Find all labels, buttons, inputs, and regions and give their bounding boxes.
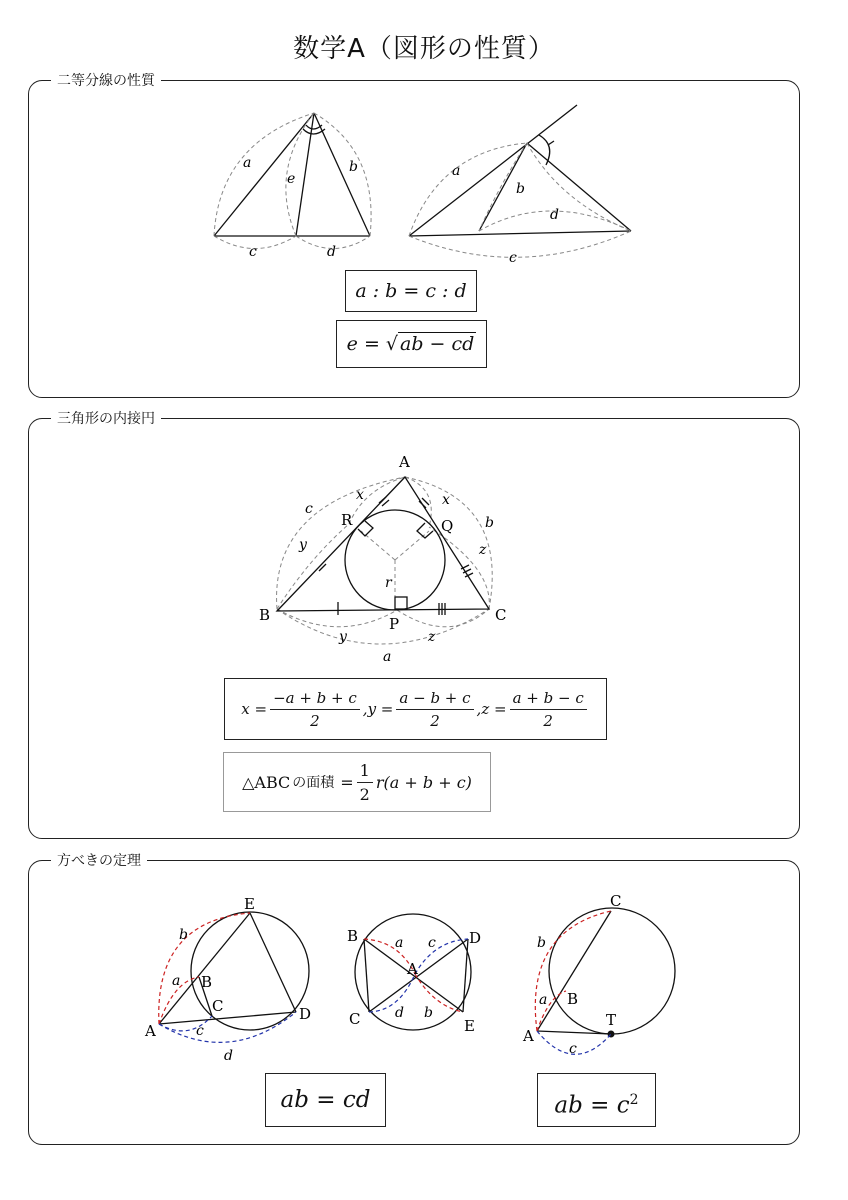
power-fig3-c: c	[569, 1041, 577, 1057]
incircle-label-r: r	[385, 575, 392, 591]
bisector-fig1-c: c	[249, 244, 257, 260]
bisector-fig2-d: d	[550, 207, 559, 223]
power-fig3-A: A	[523, 1027, 534, 1045]
formula-z-den: 2	[543, 711, 553, 730]
power-fig1-D: D	[299, 1005, 312, 1023]
power-fig1-C: C	[212, 997, 224, 1015]
power-formula-secant	[265, 1073, 386, 1127]
bisector-fig2-c: c	[509, 250, 517, 266]
incircle-point-Q: Q	[441, 517, 454, 535]
incircle-point-P: P	[389, 615, 400, 633]
bisector-fig1-d: d	[327, 244, 336, 260]
formula-y-num: a − b + c	[396, 689, 473, 710]
incircle-label-a: a	[383, 649, 392, 665]
bisector-figure-external	[409, 105, 631, 236]
formula-z-frac	[510, 689, 587, 730]
formula-x-frac	[270, 689, 360, 730]
bisector-formula-ratio-text: a : b = c : d	[355, 280, 467, 302]
power-fig2-B: B	[347, 927, 359, 945]
incircle-formula-tangents	[224, 678, 607, 740]
bisector-fig2-a: a	[452, 163, 461, 179]
power-fig2-E: E	[464, 1017, 475, 1035]
incircle-triangle	[277, 477, 489, 615]
power-fig3-b: b	[537, 935, 546, 951]
power-fig2-D: D	[469, 929, 482, 947]
power-formula-tangent-exp: 2	[629, 1092, 639, 1108]
incircle-label-x1: x	[356, 487, 364, 503]
power-fig2-A: A	[407, 960, 418, 978]
section-bisector	[28, 73, 800, 398]
power-fig2-d: d	[395, 1005, 404, 1021]
power-fig3-a: a	[539, 992, 548, 1008]
bisector-formula-length	[336, 320, 487, 368]
bisector-formula-length-lhs: e =	[346, 333, 386, 355]
bisector-figure-external-dashes	[409, 143, 631, 257]
area-eq: =	[340, 772, 354, 792]
section-power	[28, 853, 800, 1145]
incircle-point-C: C	[495, 606, 507, 624]
incircle-point-R: R	[341, 511, 353, 529]
section-incircle	[28, 411, 800, 839]
incircle-formula-area	[223, 752, 491, 812]
section-incircle-label: 三角形の内接円	[51, 408, 161, 428]
formula-z-lhs: ,z =	[476, 700, 507, 718]
formula-x-lhs: x =	[241, 700, 268, 718]
page-title: 数学A（図形の性質）	[293, 34, 555, 64]
power-fig3-T: T	[606, 1011, 617, 1029]
bisector-formula-length-radicand: ab − cd	[400, 333, 475, 355]
power-fig3-B: B	[567, 990, 579, 1008]
incircle-label-y1: y	[299, 537, 307, 553]
section-bisector-label: 二等分線の性質	[51, 70, 161, 90]
area-den: 2	[359, 784, 370, 804]
power-formula-tangent	[537, 1073, 656, 1127]
power-fig3-C: C	[610, 892, 622, 910]
formula-y-frac	[396, 689, 473, 730]
incircle-figure	[29, 419, 801, 679]
bisector-fig1-e: e	[287, 171, 296, 187]
power-fig2-C: C	[349, 1010, 361, 1028]
power-fig1-a: a	[172, 973, 181, 989]
power-fig1-E: E	[244, 895, 255, 913]
area-rest: r(a + b + c)	[375, 772, 472, 792]
incircle-label-b: b	[485, 515, 494, 531]
area-frac	[357, 761, 373, 804]
incircle-label-z2: z	[428, 629, 436, 645]
power-fig1-c: c	[196, 1023, 204, 1039]
formula-y-lhs: ,y =	[362, 700, 394, 718]
power-fig1-d: d	[224, 1048, 233, 1064]
bisector-fig1-a: a	[243, 155, 252, 171]
power-fig2-c: c	[428, 935, 436, 951]
incircle-label-y2: y	[339, 629, 347, 645]
formula-y-den: 2	[430, 711, 440, 730]
power-figures	[29, 861, 801, 1071]
power-fig2-b: b	[424, 1005, 433, 1021]
power-formula-tangent-base: ab = c	[554, 1092, 630, 1119]
bisector-fig1-b: b	[349, 159, 358, 175]
formula-x-num: −a + b + c	[270, 689, 360, 710]
area-prefix: △ABC	[242, 772, 291, 792]
incircle-label-x2: x	[442, 492, 450, 508]
formula-z-num: a + b − c	[510, 689, 587, 710]
power-fig1-B: B	[201, 973, 213, 991]
bisector-formula-ratio	[345, 270, 477, 312]
power-fig1-b: b	[179, 927, 188, 943]
power-fig2-a: a	[395, 935, 404, 951]
incircle-point-B: B	[259, 606, 271, 624]
incircle-point-A: A	[399, 453, 410, 471]
formula-x-den: 2	[310, 711, 320, 730]
section-power-label: 方べきの定理	[51, 850, 147, 870]
bisector-fig2-b: b	[516, 181, 525, 197]
power-formula-secant-text: ab = cd	[280, 1087, 371, 1113]
sqrt-sign: √	[385, 333, 399, 355]
incircle-label-z1: z	[479, 542, 487, 558]
area-num: 1	[357, 761, 373, 783]
incircle-label-c: c	[305, 501, 313, 517]
power-fig1-A: A	[145, 1022, 156, 1040]
area-label: の面積	[292, 775, 335, 791]
